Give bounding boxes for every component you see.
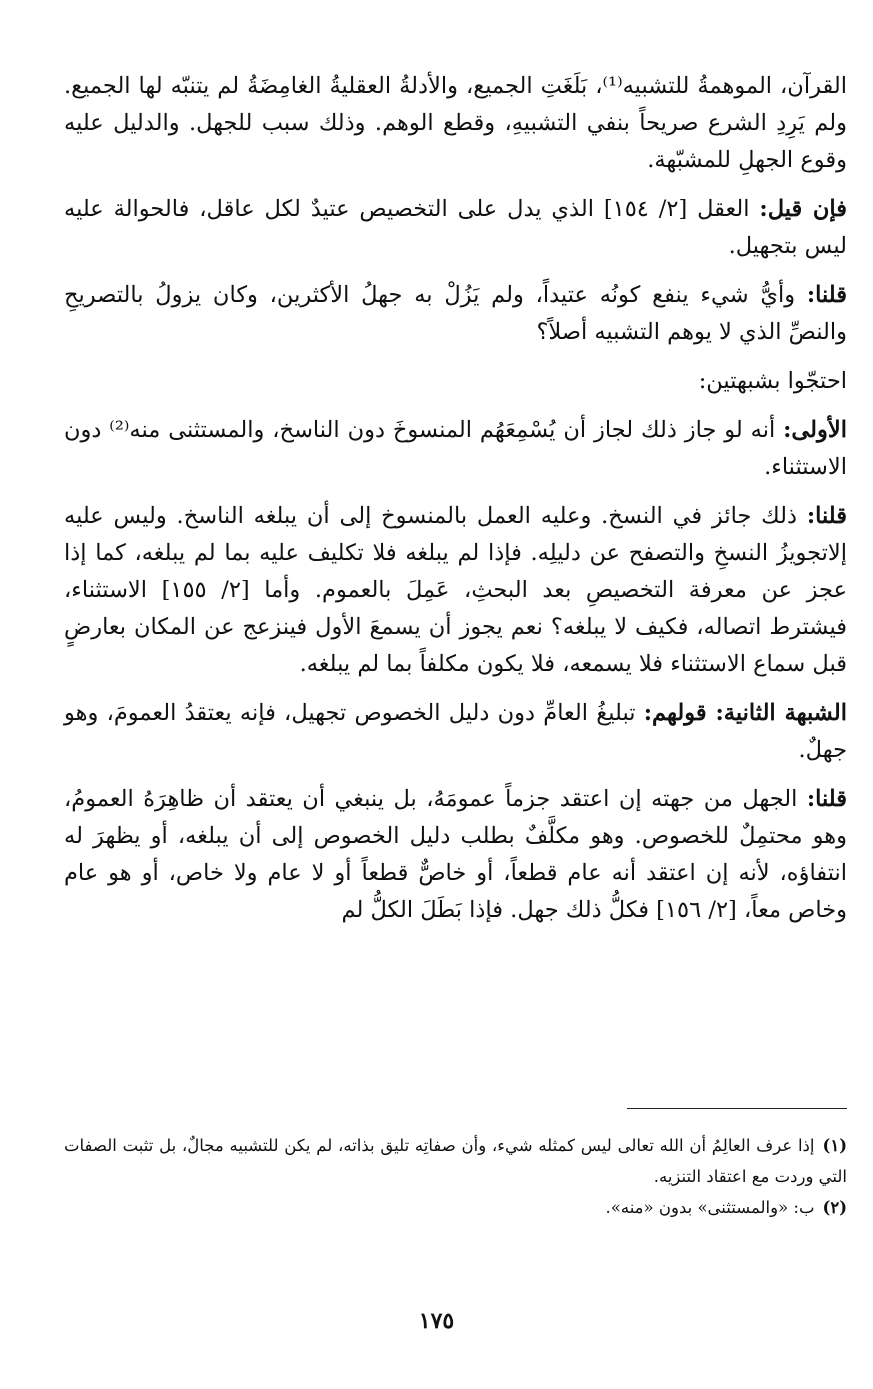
paragraph-lead: الأولى: <box>783 417 847 443</box>
footnote-number: (١) <box>822 1136 847 1155</box>
paragraph-3 <box>64 277 847 351</box>
paragraph-text: وأيُّ شيء ينفع كونُه عتيداً، ولم يَزُلْ به جهلُ الأكثرين، وكان يزولُ بالتصريحِ والنصِّ الذي لا يوهم التشبيه أصلاً؟ <box>64 282 847 345</box>
footnote-2 <box>64 1192 847 1223</box>
paragraph-4 <box>64 363 847 400</box>
footnote-text: ب: «والمستثنى» بدون «منه». <box>605 1198 815 1217</box>
footnote-number: (٢) <box>822 1198 847 1217</box>
paragraph-text: تبليغُ العامِّ دون دليل الخصوص تجهيل، فإنه يعتقدُ العمومَ، وهو جهلٌ. <box>64 700 847 763</box>
paragraph-text: احتجّوا بشبهتين: <box>698 368 847 394</box>
paragraph-text: العقل [٢/ ١٥٤] الذي يدل على التخصيص عتيدٌ لكل عاقل، فالحوالة عليه ليس بتجهيل. <box>64 196 847 259</box>
paragraph-lead: قلنا: <box>806 786 847 812</box>
footnote-separator <box>627 1108 847 1109</box>
footnotes <box>64 1130 847 1223</box>
paragraph-text: ذلك جائز في النسخ. وعليه العمل بالمنسوخ إلى أن يبلغه الناسخ. وليس عليه إلاتجويزُ النسخِ والتصفح عن دليلِه. فإذا لم يبلغه فلا تكليف عليه بما لم يبلغه، كما إذا عجز عن معرفة التخصيصِ بعد البحثِ، عَمِلَ بالعموم. وأما [٢/ ١٥٥] الاستثناء، فيشترط اتصاله، فكيف لا يبلغه؟ نعم يجوز أن يسمعَ الأول فينزعج عن المكان بعارضٍ قبل سماع الاستثناء فلا يسمعه، فلا يكون مكلفاً بما لم يبلغه. <box>64 503 848 677</box>
paragraph-8 <box>64 781 847 929</box>
paragraph-7 <box>64 695 847 769</box>
paragraph-text: الجهل من جهته إن اعتقد جزماً عمومَهُ، بل ينبغي أن يعتقد أن ظاهِرَهُ العمومُ، وهو محتمِلٌ للخصوص. وهو مكلَّفٌ بطلب دليل الخصوص إلى أن يبلغه، أو يظهرَ له انتفاؤه، لأنه إن اعتقد أنه عام قطعاً، أو خاصٌّ قطعاً أو لا عام ولا خاص، أو هو عام وخاص معاً، [٢/ ١٥٦] فكلُّ ذلك جهل. فإذا بَطَلَ الكلُّ لم <box>64 786 847 923</box>
footnote-text: إذا عرف العالِمُ أن الله تعالى ليس كمثله شيء، وأن صفاتِه تليق بذاته، لم يكن للتشبيه مجالٌ، بل تثبت الصفات التي وردت مع اعتقاد التنزيه. <box>64 1136 847 1186</box>
main-text <box>64 68 847 941</box>
paragraph-text: القرآن، الموهمةُ للتشبيه⁽¹⁾، بَلَغَتِ الجميع، والأدلةُ العقليةُ الغامِضَةُ لم يتنبّه لها الجميع. ولم يَرِدِ الشرع صريحاً بنفي التشبيهِ، وقطع الوهم. وذلك سبب للجهل. والدليل عليه وقوع الجهلِ للمشبّهة. <box>64 73 847 173</box>
paragraph-text: أنه لو جاز ذلك لجاز أن يُسْمِعَهُم المنسوخَ دون الناسخ، والمستثنى منه⁽²⁾ دون الاستثناء. <box>64 417 847 480</box>
paragraph-6 <box>64 498 847 683</box>
page-number: ١٧٥ <box>418 1308 455 1334</box>
paragraph-lead: الشبهة الثانية: قولهم: <box>643 700 847 726</box>
paragraph-lead: قلنا: <box>806 503 847 529</box>
paragraph-1 <box>64 68 847 179</box>
paragraph-2 <box>64 191 847 265</box>
paragraph-lead: فإن قيل: <box>759 196 848 222</box>
paragraph-lead: قلنا: <box>806 282 847 308</box>
footnote-1 <box>64 1130 847 1192</box>
paragraph-5 <box>64 412 847 486</box>
